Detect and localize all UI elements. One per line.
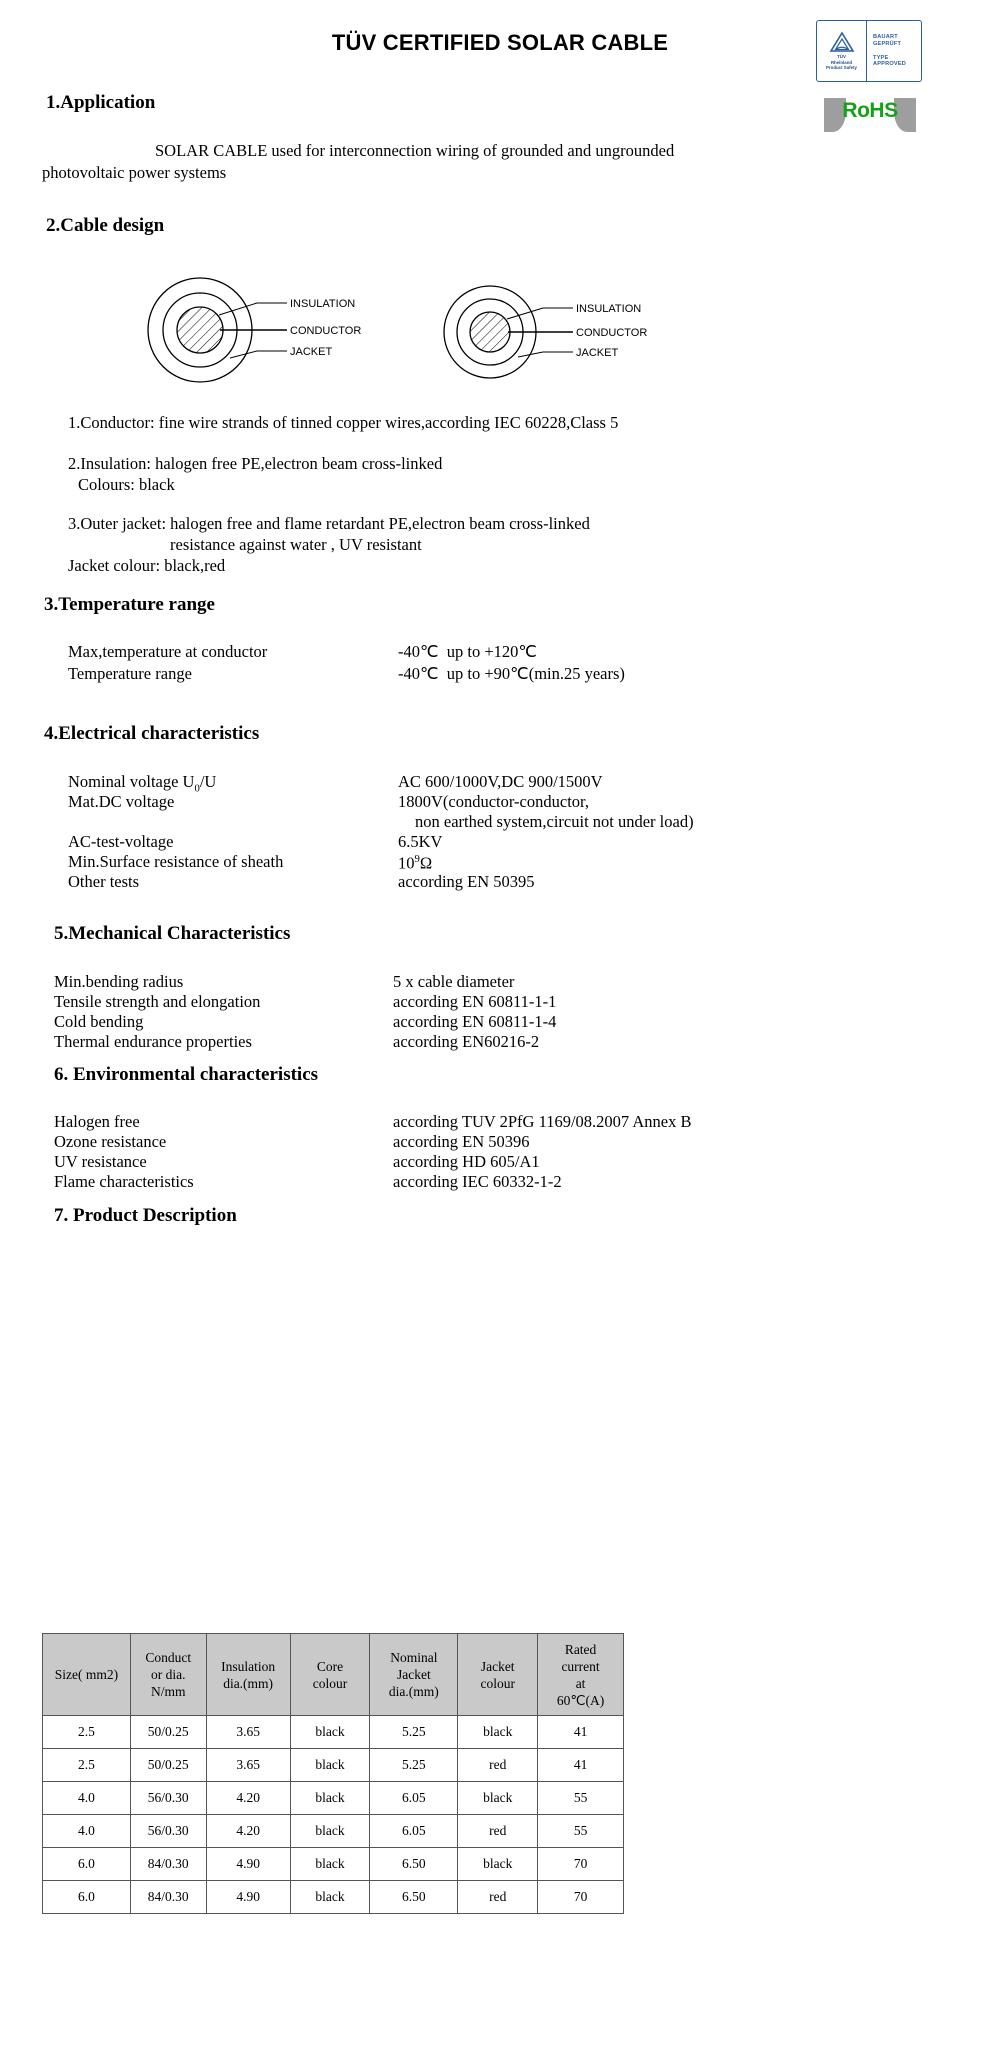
- tuv-approved-label: APPROVED: [873, 61, 906, 68]
- cell-jacket-colour: red: [458, 1815, 538, 1848]
- certification-badges: [808, 20, 938, 132]
- table-header-nominal-jacket-dia: Nominal Jacket dia.(mm): [370, 1634, 458, 1716]
- tuv-geprueft-label: GEPRÜFT: [873, 40, 902, 47]
- cell-insulation-dia: 4.20: [206, 1815, 290, 1848]
- table-row: [43, 1782, 624, 1815]
- mechanical-row-3-value: according EN60216-2: [393, 1032, 540, 1051]
- diagram-2-label-insulation: INSULATION: [576, 303, 642, 315]
- cell-conductor-dia: 50/0.25: [130, 1749, 206, 1782]
- rohs-label: RoHS: [842, 99, 898, 122]
- cell-rated-current: 55: [538, 1782, 624, 1815]
- table-header-conductor-dia: Conduct or dia. N/mm: [130, 1634, 206, 1716]
- cell-jacket-colour: black: [458, 1848, 538, 1881]
- cell-conductor-dia: 56/0.30: [130, 1815, 206, 1848]
- tuv-certification-badge: [816, 20, 922, 82]
- table-row: [43, 1881, 624, 1914]
- heading-cable-design: 2.Cable design: [46, 215, 165, 236]
- mechanical-row-1-label: Tensile strength and elongation: [54, 992, 261, 1011]
- heading-product-description: 7. Product Description: [54, 1205, 237, 1226]
- mechanical-row-1-value: according EN 60811-1-1: [393, 992, 557, 1011]
- heading-application: 1.Application: [46, 92, 156, 113]
- table-header-rated-current: Rated current at 60℃(A): [538, 1634, 624, 1716]
- environmental-row-2-value: according HD 605/A1: [393, 1152, 540, 1171]
- table-body: [43, 1716, 624, 1914]
- diagram-1-label-jacket: JACKET: [290, 346, 333, 358]
- temperature-row-0-value: -40℃ up to +120℃: [398, 642, 537, 661]
- cell-insulation-dia: 3.65: [206, 1749, 290, 1782]
- cell-insulation-dia: 4.90: [206, 1848, 290, 1881]
- electrical-row-0-value: AC 600/1000V,DC 900/1500V: [398, 772, 603, 791]
- cell-jacket-colour: red: [458, 1749, 538, 1782]
- cell-core-colour: black: [290, 1815, 370, 1848]
- rohs-badge: [824, 98, 916, 132]
- environmental-row-1-label: Ozone resistance: [54, 1132, 167, 1151]
- table-header-core-colour: Core colour: [290, 1634, 370, 1716]
- tuv-caption-line-2: Rheinland: [830, 59, 853, 65]
- electrical-row-4-value: $10^9\Omega$: [398, 853, 433, 873]
- cell-core-colour: black: [290, 1716, 370, 1749]
- diagram-1-label-conductor: CONDUCTOR: [290, 325, 362, 337]
- heading-mechanical-characteristics: 5.Mechanical Characteristics: [54, 923, 291, 944]
- tuv-badge-mark: [817, 21, 867, 81]
- tuv-type-label: TYPE: [873, 54, 889, 61]
- cell-nominal-jacket-dia: 6.05: [370, 1782, 458, 1815]
- cell-size: 4.0: [43, 1815, 131, 1848]
- cable-design-item-3-resistance: resistance against water , UV resistant: [170, 535, 422, 554]
- table-row: [43, 1815, 624, 1848]
- diagram-2-label-conductor: CONDUCTOR: [576, 327, 648, 339]
- electrical-row-5-value: according EN 50395: [398, 872, 535, 891]
- electrical-row-1-label: Mat.DC voltage: [68, 792, 175, 811]
- environmental-row-1-value: according EN 50396: [393, 1132, 530, 1151]
- electrical-row-2-value: non earthed system,circuit not under load): [415, 812, 694, 831]
- cell-insulation-dia: 3.65: [206, 1716, 290, 1749]
- environmental-row-3-value: according IEC 60332-1-2: [393, 1172, 562, 1191]
- table-header-insulation-dia: Insulation dia.(mm): [206, 1634, 290, 1716]
- cable-design-item-3: 3.Outer jacket: halogen free and flame retardant PE,electron beam cross-linked: [68, 514, 590, 533]
- environmental-row-2-label: UV resistance: [54, 1152, 147, 1171]
- application-text-line-1: SOLAR CABLE used for interconnection wiring of grounded and ungrounded: [155, 141, 675, 160]
- cell-size: 6.0: [43, 1881, 131, 1914]
- cell-nominal-jacket-dia: 6.05: [370, 1815, 458, 1848]
- electrical-row-1-value: 1800V(conductor-conductor,: [398, 792, 589, 811]
- cell-size: 2.5: [43, 1749, 131, 1782]
- environmental-row-0-label: Halogen free: [54, 1112, 140, 1131]
- cell-size: 4.0: [43, 1782, 131, 1815]
- heading-temperature-range: 3.Temperature range: [44, 594, 215, 615]
- temperature-row-1-value: -40℃ up to +90℃(min.25 years): [398, 664, 625, 683]
- cell-jacket-colour: black: [458, 1782, 538, 1815]
- page-title: TÜV CERTIFIED SOLAR CABLE: [331, 30, 669, 55]
- cell-rated-current: 41: [538, 1749, 624, 1782]
- cell-nominal-jacket-dia: 6.50: [370, 1881, 458, 1914]
- tuv-triangle-icon: [829, 31, 855, 53]
- tuv-bauart-label: BAUART: [873, 33, 898, 40]
- electrical-row-3-label: AC-test-voltage: [68, 832, 174, 851]
- table-header-row: [43, 1634, 624, 1716]
- environmental-row-0-value: according TUV 2PfG 1169/08.2007 Annex B: [393, 1112, 692, 1131]
- tuv-badge-text: [867, 21, 921, 81]
- cell-core-colour: black: [290, 1848, 370, 1881]
- cell-core-colour: black: [290, 1749, 370, 1782]
- cell-conductor-dia: 50/0.25: [130, 1716, 206, 1749]
- mechanical-row-0-value: 5 x cable diameter: [393, 972, 515, 991]
- diagram-1-label-insulation: INSULATION: [290, 298, 356, 310]
- cell-conductor-dia: 84/0.30: [130, 1881, 206, 1914]
- cell-rated-current: 55: [538, 1815, 624, 1848]
- tuv-caption-line-3: Product Safety: [826, 65, 857, 71]
- table-row: [43, 1749, 624, 1782]
- cell-core-colour: black: [290, 1881, 370, 1914]
- cell-insulation-dia: 4.20: [206, 1782, 290, 1815]
- cell-rated-current: 41: [538, 1716, 624, 1749]
- cable-design-item-3-jacket-colour: Jacket colour: black,red: [68, 556, 226, 575]
- cell-rated-current: 70: [538, 1848, 624, 1881]
- mechanical-row-0-label: Min.bending radius: [54, 972, 184, 991]
- cell-nominal-jacket-dia: 5.25: [370, 1716, 458, 1749]
- electrical-row-4-label: Min.Surface resistance of sheath: [68, 852, 284, 871]
- cell-nominal-jacket-dia: 6.50: [370, 1848, 458, 1881]
- cable-design-item-2-colours: Colours: black: [78, 475, 175, 494]
- cable-design-item-1: 1.Conductor: fine wire strands of tinned copper wires,according IEC 60228,Class 5: [68, 413, 619, 432]
- mechanical-row-2-value: according EN 60811-1-4: [393, 1012, 557, 1031]
- temperature-row-1-label: Temperature range: [68, 664, 192, 683]
- application-text-line-2: photovoltaic power systems: [42, 163, 227, 182]
- cell-jacket-colour: black: [458, 1716, 538, 1749]
- cable-cross-section-diagram-1: [145, 275, 395, 390]
- cell-conductor-dia: 84/0.30: [130, 1848, 206, 1881]
- table-row: [43, 1716, 624, 1749]
- tuv-caption-line-1: TÜV: [837, 53, 846, 59]
- table-header-size: Size( mm2): [43, 1634, 131, 1716]
- cell-conductor-dia: 56/0.30: [130, 1782, 206, 1815]
- cell-insulation-dia: 4.90: [206, 1881, 290, 1914]
- electrical-row-5-label: Other tests: [68, 872, 140, 891]
- diagram-2-label-jacket: JACKET: [576, 347, 619, 359]
- product-description-table: [42, 1633, 624, 1914]
- cell-nominal-jacket-dia: 5.25: [370, 1749, 458, 1782]
- temperature-row-0-label: Max,temperature at conductor: [68, 642, 268, 661]
- cable-design-item-2: 2.Insulation: halogen free PE,electron beam cross-linked: [68, 454, 443, 473]
- cell-rated-current: 70: [538, 1881, 624, 1914]
- mechanical-row-3-label: Thermal endurance properties: [54, 1032, 252, 1051]
- environmental-row-3-label: Flame characteristics: [54, 1172, 194, 1191]
- cell-jacket-colour: red: [458, 1881, 538, 1914]
- electrical-row-0-label: Nominal voltage $U_0/U$: [68, 772, 217, 795]
- heading-environmental-characteristics: 6. Environmental characteristics: [54, 1064, 319, 1085]
- cable-cross-section-diagram-2: [440, 282, 690, 387]
- heading-electrical-characteristics: 4.Electrical characteristics: [44, 723, 260, 744]
- table-row: [43, 1848, 624, 1881]
- table-header-jacket-colour: Jacket colour: [458, 1634, 538, 1716]
- mechanical-row-2-label: Cold bending: [54, 1012, 144, 1031]
- electrical-row-3-value: 6.5KV: [398, 832, 443, 851]
- cell-size: 2.5: [43, 1716, 131, 1749]
- cell-size: 6.0: [43, 1848, 131, 1881]
- cell-core-colour: black: [290, 1782, 370, 1815]
